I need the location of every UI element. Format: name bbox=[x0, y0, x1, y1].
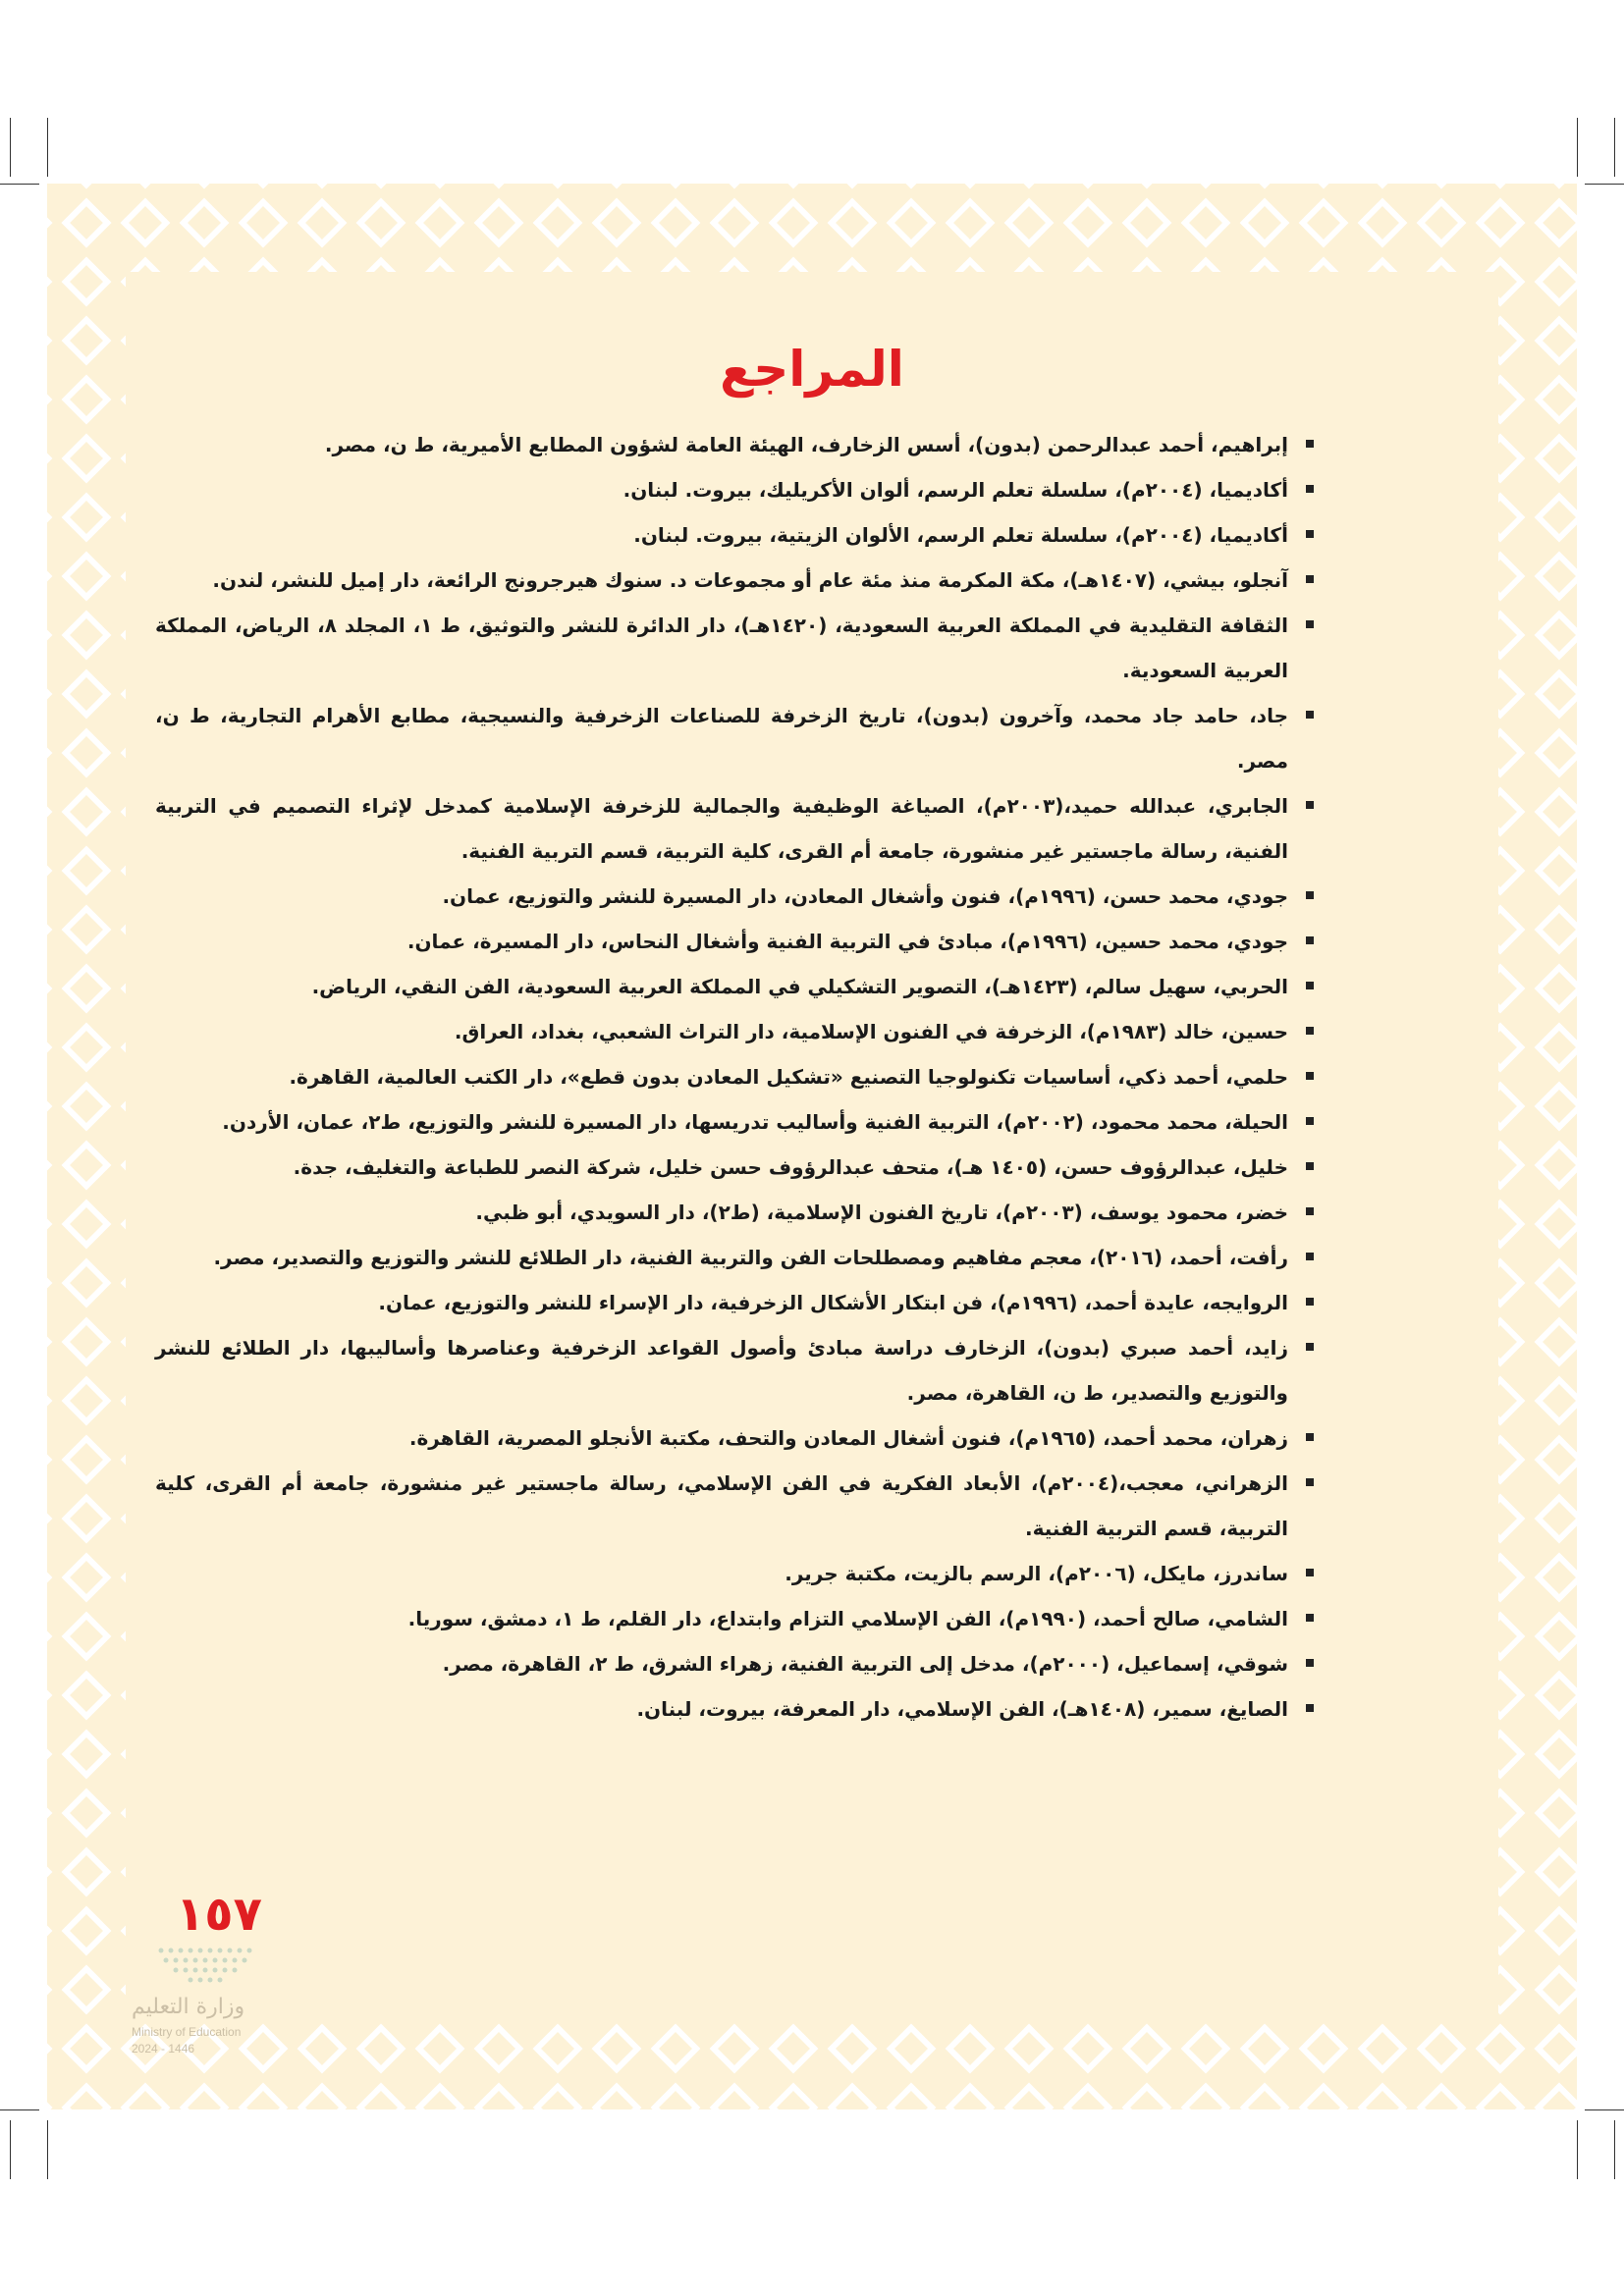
reference-item: خليل، عبدالرؤوف حسن، (١٤٠٥ هـ)، متحف عبدالرؤوف حسن خليل، شركة النصر للطباعة والتغليف، جدة. bbox=[155, 1145, 1314, 1190]
page-panel bbox=[47, 184, 1577, 2109]
reference-item: الروايجه، عايدة أحمد، (١٩٩٦م)، فن ابتكار الأشكال الزخرفية، دار الإسراء للنشر والتوزيع، عمان. bbox=[155, 1280, 1314, 1325]
reference-item: الزهراني، معجب،(٢٠٠٤م)، الأبعاد الفكرية في الفن الإسلامي، رسالة ماجستير غير منشورة، جامعة أم القرى، كلية التربية، قسم التربية الفنية. bbox=[155, 1461, 1314, 1551]
references-list bbox=[155, 422, 1314, 1732]
crop-mark bbox=[1614, 118, 1615, 177]
reference-item: الثقافة التقليدية في المملكة العربية السعودية، (١٤٢٠هـ)، دار الدائرة للنشر والتوثيق، ط ١، المجلد ٨، الرياض، المملكة العربية السعودية. bbox=[155, 603, 1314, 693]
reference-item: حلمي، أحمد ذكي، أساسيات تكنولوجيا التصنيع «تشكيل المعادن بدون قطع»، دار الكتب العالمية، القاهرة. bbox=[155, 1054, 1314, 1099]
reference-item: الشامي، صالح أحمد، (١٩٩٠م)، الفن الإسلامي التزام وابتداع، دار القلم، ط ١، دمشق، سوريا. bbox=[155, 1596, 1314, 1641]
crop-mark bbox=[10, 2120, 11, 2179]
crop-mark bbox=[47, 118, 48, 177]
reference-item: شوقي، إسماعيل، (٢٠٠٠م)، مدخل إلى التربية الفنية، زهراء الشرق، ط ٢، القاهرة، مصر. bbox=[155, 1641, 1314, 1686]
crop-mark bbox=[0, 2109, 39, 2110]
crop-mark bbox=[47, 2120, 48, 2179]
ministry-year: 2024 - 1446 bbox=[132, 2042, 195, 2056]
reference-item: حسين، خالد (١٩٨٣م)، الزخرفة في الفنون الإسلامية، دار التراث الشعبي، بغداد، العراق. bbox=[155, 1009, 1314, 1054]
reference-item: خضر، محمود يوسف، (٢٠٠٣م)، تاريخ الفنون الإسلامية، (ط٢)، دار السويدي، أبو ظبي. bbox=[155, 1190, 1314, 1235]
crop-mark bbox=[1614, 2120, 1615, 2179]
crop-mark bbox=[1577, 2120, 1578, 2179]
reference-item: أكاديميا، (٢٠٠٤م)، سلسلة تعلم الرسم، الألوان الزيتية، بيروت. لبنان. bbox=[155, 512, 1314, 558]
page-title: المراجع bbox=[720, 341, 904, 398]
ministry-logo-icon bbox=[153, 1941, 261, 1990]
reference-item: الحيلة، محمد محمود، (٢٠٠٢م)، التربية الفنية وأساليب تدريسها، دار المسيرة للنشر والتوزيع، ط٢، عمان، الأردن. bbox=[155, 1099, 1314, 1145]
reference-item: رأفت، أحمد، (٢٠١٦)، معجم مفاهيم ومصطلحات الفن والتربية الفنية، دار الطلائع للنشر والتوزيع والتصدير، مصر. bbox=[155, 1235, 1314, 1280]
crop-mark bbox=[1585, 2109, 1624, 2110]
reference-item: أكاديميا، (٢٠٠٤م)، سلسلة تعلم الرسم، ألوان الأكريليك، بيروت. لبنان. bbox=[155, 467, 1314, 512]
reference-item: الصايغ، سمير، (١٤٠٨هـ)، الفن الإسلامي، دار المعرفة، بيروت، لبنان. bbox=[155, 1686, 1314, 1732]
reference-item: زهران، محمد أحمد، (١٩٦٥م)، فنون أشغال المعادن والتحف، مكتبة الأنجلو المصرية، القاهرة. bbox=[155, 1415, 1314, 1461]
ministry-name-arabic: وزارة التعليم bbox=[132, 1995, 245, 2019]
crop-mark bbox=[10, 118, 11, 177]
crop-mark bbox=[1585, 184, 1624, 185]
reference-item: جاد، حامد جاد محمد، وآخرون (بدون)، تاريخ الزخرفة للصناعات الزخرفية والنسيجية، مطابع الأهرام التجارية، ط ن، مصر. bbox=[155, 693, 1314, 783]
ministry-name-english: Ministry of Education bbox=[132, 2025, 242, 2039]
crop-mark bbox=[1577, 118, 1578, 177]
reference-item: إبراهيم، أحمد عبدالرحمن (بدون)، أسس الزخارف، الهيئة العامة لشؤون المطابع الأميرية، ط ن، مصر. bbox=[155, 422, 1314, 467]
reference-item: آنجلو، بيشي، (١٤٠٧هـ)، مكة المكرمة منذ مئة عام أو مجموعات د. سنوك هيرجرونج الرائعة، دار إميل للنشر، لندن. bbox=[155, 558, 1314, 603]
reference-item: جودي، محمد حسن، (١٩٩٦م)، فنون وأشغال المعادن، دار المسيرة للنشر والتوزيع، عمان. bbox=[155, 874, 1314, 919]
reference-item: الجابري، عبدالله حميد،(٢٠٠٣م)، الصياغة الوظيفية والجمالية للزخرفة الإسلامية كمدخل لإثراء التصميم في التربية الفنية، رسالة ماجستير غير منشورة، جامعة أم القرى، كلية التربية، قسم التربية الفنية. bbox=[155, 783, 1314, 874]
crop-mark bbox=[0, 184, 39, 185]
reference-item: جودي، محمد حسين، (١٩٩٦م)، مبادئ في التربية الفنية وأشغال النحاس، دار المسيرة، عمان. bbox=[155, 919, 1314, 964]
reference-item: زايد، أحمد صبري (بدون)، الزخارف دراسة مبادئ وأصول القواعد الزخرفية وعناصرها وأساليبها، دار الطلائع للنشر والتوزيع والتصدير، ط ن، القاهرة، مصر. bbox=[155, 1325, 1314, 1415]
reference-item: الحربي، سهيل سالم، (١٤٢٣هـ)، التصوير التشكيلي في المملكة العربية السعودية، الفن النقي، الرياض. bbox=[155, 964, 1314, 1009]
reference-item: ساندرز، مايكل، (٢٠٠٦م)، الرسم بالزيت، مكتبة جرير. bbox=[155, 1551, 1314, 1596]
page-number: ١٥٧ bbox=[176, 1887, 262, 1942]
